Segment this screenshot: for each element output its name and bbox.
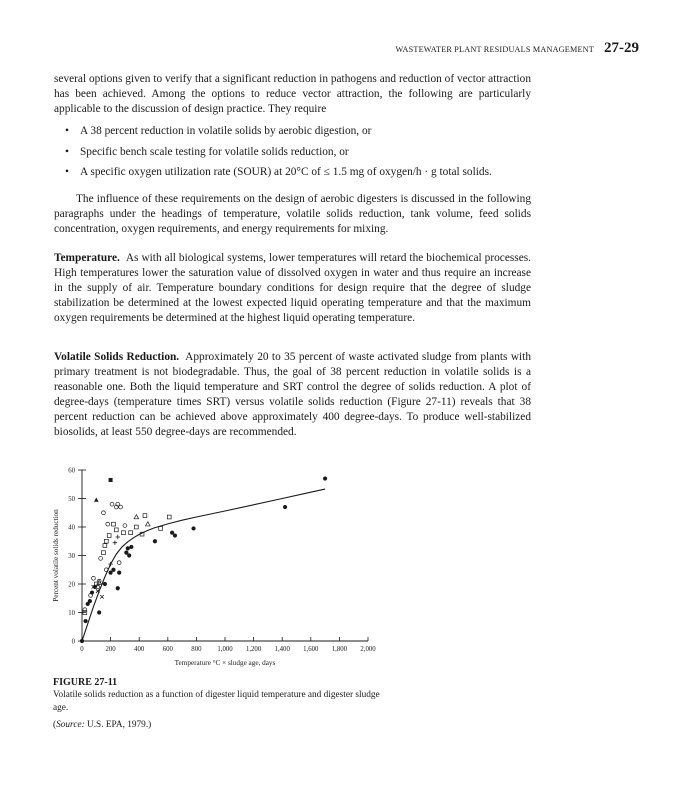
open-circle-marker <box>92 576 96 580</box>
list-item: • Specific bench scale testing for volatile solids reduction, or <box>64 145 534 160</box>
y-axis-label: Percent volatile solids reduction <box>52 509 60 602</box>
temperature-heading: Temperature. <box>54 252 120 264</box>
filled-circle-marker <box>191 526 195 530</box>
plus-marker <box>116 535 120 539</box>
running-header <box>395 40 639 57</box>
filled-circle-marker <box>323 476 327 480</box>
source-label: Source: <box>56 720 85 730</box>
filled-circle-marker <box>129 545 133 549</box>
filled-circle-marker <box>103 582 107 586</box>
x-axis-label: Temperature °C × sludge age, days <box>174 659 276 667</box>
intro-paragraph: several options given to verify that a significant reduction in pathogens and reduction of vector attraction has been achieved. Among the options to reduce vector attraction, the following are particularly applicable to the discussion of design practice. They require <box>54 73 531 115</box>
x-marker <box>100 595 104 599</box>
list-item: • A specific oxygen utilization rate (SOUR) at 20°C of ≤ 1.5 mg of oxygen/h · g total solids. <box>64 165 534 180</box>
y-tick-label: 10 <box>68 609 75 617</box>
filled-circle-marker <box>80 639 84 643</box>
open-square-marker <box>103 544 107 548</box>
open-square-marker <box>122 531 126 535</box>
page-number: 27-29 <box>604 40 639 56</box>
x-tick-label: 1,200 <box>245 646 262 653</box>
filled-triangle-marker <box>94 498 99 502</box>
open-circle-marker <box>117 561 121 565</box>
trend-curve <box>82 489 325 641</box>
x-tick-label: 800 <box>191 646 202 653</box>
open-circle-marker <box>110 502 114 506</box>
y-tick-label: 20 <box>68 581 75 589</box>
open-square-marker <box>143 514 147 518</box>
x-tick-label: 600 <box>162 646 173 653</box>
open-circle-marker <box>83 608 87 612</box>
filled-circle-marker <box>153 539 157 543</box>
open-square-marker <box>134 525 138 529</box>
y-tick-label: 40 <box>68 524 75 532</box>
open-circle-marker <box>102 511 106 515</box>
open-circle-marker <box>123 524 127 528</box>
filled-circle-marker <box>283 505 287 509</box>
open-square-marker <box>167 515 171 519</box>
filled-circle-marker <box>173 533 177 537</box>
list-item: • A 38 percent reduction in volatile solids by aerobic digestion, or <box>64 124 534 139</box>
filled-circle-marker <box>116 586 120 590</box>
vsr-body: Approximately 20 to 35 percent of waste activated sludge from plants with primary treatment is not biodegradable. Thus, the goal of 38 percent reduction in volatile solids is a reasonable one. Both the liquid temperature and SRT control the degree of solids reduction. A plot of degree-days (temperature times SRT) versus volatile solids reduction (Figure 27-11) reveals that 38 percent reduction can be achieved above approximately 400 degree-days. To produce well-stabilized biosolids, at least 550 degree-days are recommended. <box>54 351 531 438</box>
open-square-marker <box>114 528 118 532</box>
data-points <box>80 476 327 643</box>
plus-marker <box>113 540 117 544</box>
x-tick-label: 1,800 <box>331 646 348 653</box>
x-tick-label: 1,600 <box>303 646 319 653</box>
source-open: ( <box>53 720 57 730</box>
open-triangle-marker <box>145 522 150 526</box>
vsr-heading: Volatile Solids Reduction. <box>54 351 180 363</box>
temperature-paragraph <box>54 251 531 326</box>
x-tick-label: 0 <box>80 646 84 653</box>
open-square-marker <box>104 539 108 543</box>
y-tick-label: 50 <box>68 495 75 503</box>
requirements-list <box>64 124 534 186</box>
filled-circle-marker <box>83 619 87 623</box>
running-title: WASTEWATER PLANT RESIDUALS MANAGEMENT <box>395 45 594 54</box>
y-tick-label: 30 <box>68 552 75 560</box>
open-square-marker <box>102 551 106 555</box>
filled-circle-marker <box>97 610 101 614</box>
open-square-marker <box>112 522 116 526</box>
x-tick-label: 1,000 <box>217 646 233 653</box>
filled-circle-marker <box>117 571 121 575</box>
plus-marker <box>108 562 112 566</box>
open-circle-marker <box>106 522 110 526</box>
y-tick-label: 60 <box>68 467 75 475</box>
influence-paragraph: The influence of these requirements on the design of aerobic digesters is discussed in the following paragraphs under the headings of temperature, volatile solids reduction, tank volume, feed solids concentration, oxygen requirements, and energy requirements for mixing. <box>54 193 531 235</box>
figure-source <box>53 719 383 732</box>
vsr-paragraph <box>54 350 531 440</box>
y-tick-label: 0 <box>71 638 75 646</box>
x-tick-label: 1,400 <box>274 646 290 653</box>
x-tick-label: 2,000 <box>360 646 376 653</box>
filled-circle-marker <box>111 568 115 572</box>
x-tick-label: 200 <box>105 646 116 653</box>
open-triangle-marker <box>134 515 139 519</box>
filled-square-marker <box>109 478 113 482</box>
vs-reduction-chart <box>50 460 390 672</box>
filled-circle-marker <box>88 599 92 603</box>
filled-circle-marker <box>126 546 130 550</box>
open-square-marker <box>107 534 111 538</box>
figure-caption-text: Volatile solids reduction as a function of digester liquid temperature and digester sludge age. <box>53 690 380 713</box>
open-circle-marker <box>99 556 103 560</box>
open-square-marker <box>159 527 163 531</box>
source-text: U.S. EPA, 1979.) <box>87 720 152 730</box>
filled-circle-marker <box>127 553 131 557</box>
axis-ticks <box>68 467 376 653</box>
open-square-marker <box>129 531 133 535</box>
figure-caption <box>53 676 383 732</box>
temperature-body: As with all biological systems, lower temperatures will retard the biochemical processes. High temperatures lower the saturation value of dissolved oxygen in water and thus require an increase in the supply of air. Temperature boundary conditions for design require that the degree of sludge stabilization be determined at the lowest expected liquid operating temperature and that the maximum oxygen requirements be determined at the highest liquid operating temperature. <box>54 252 531 324</box>
figure-label: FIGURE 27-11 <box>53 677 118 688</box>
open-circle-marker <box>119 505 123 509</box>
x-tick-label: 400 <box>134 646 145 653</box>
